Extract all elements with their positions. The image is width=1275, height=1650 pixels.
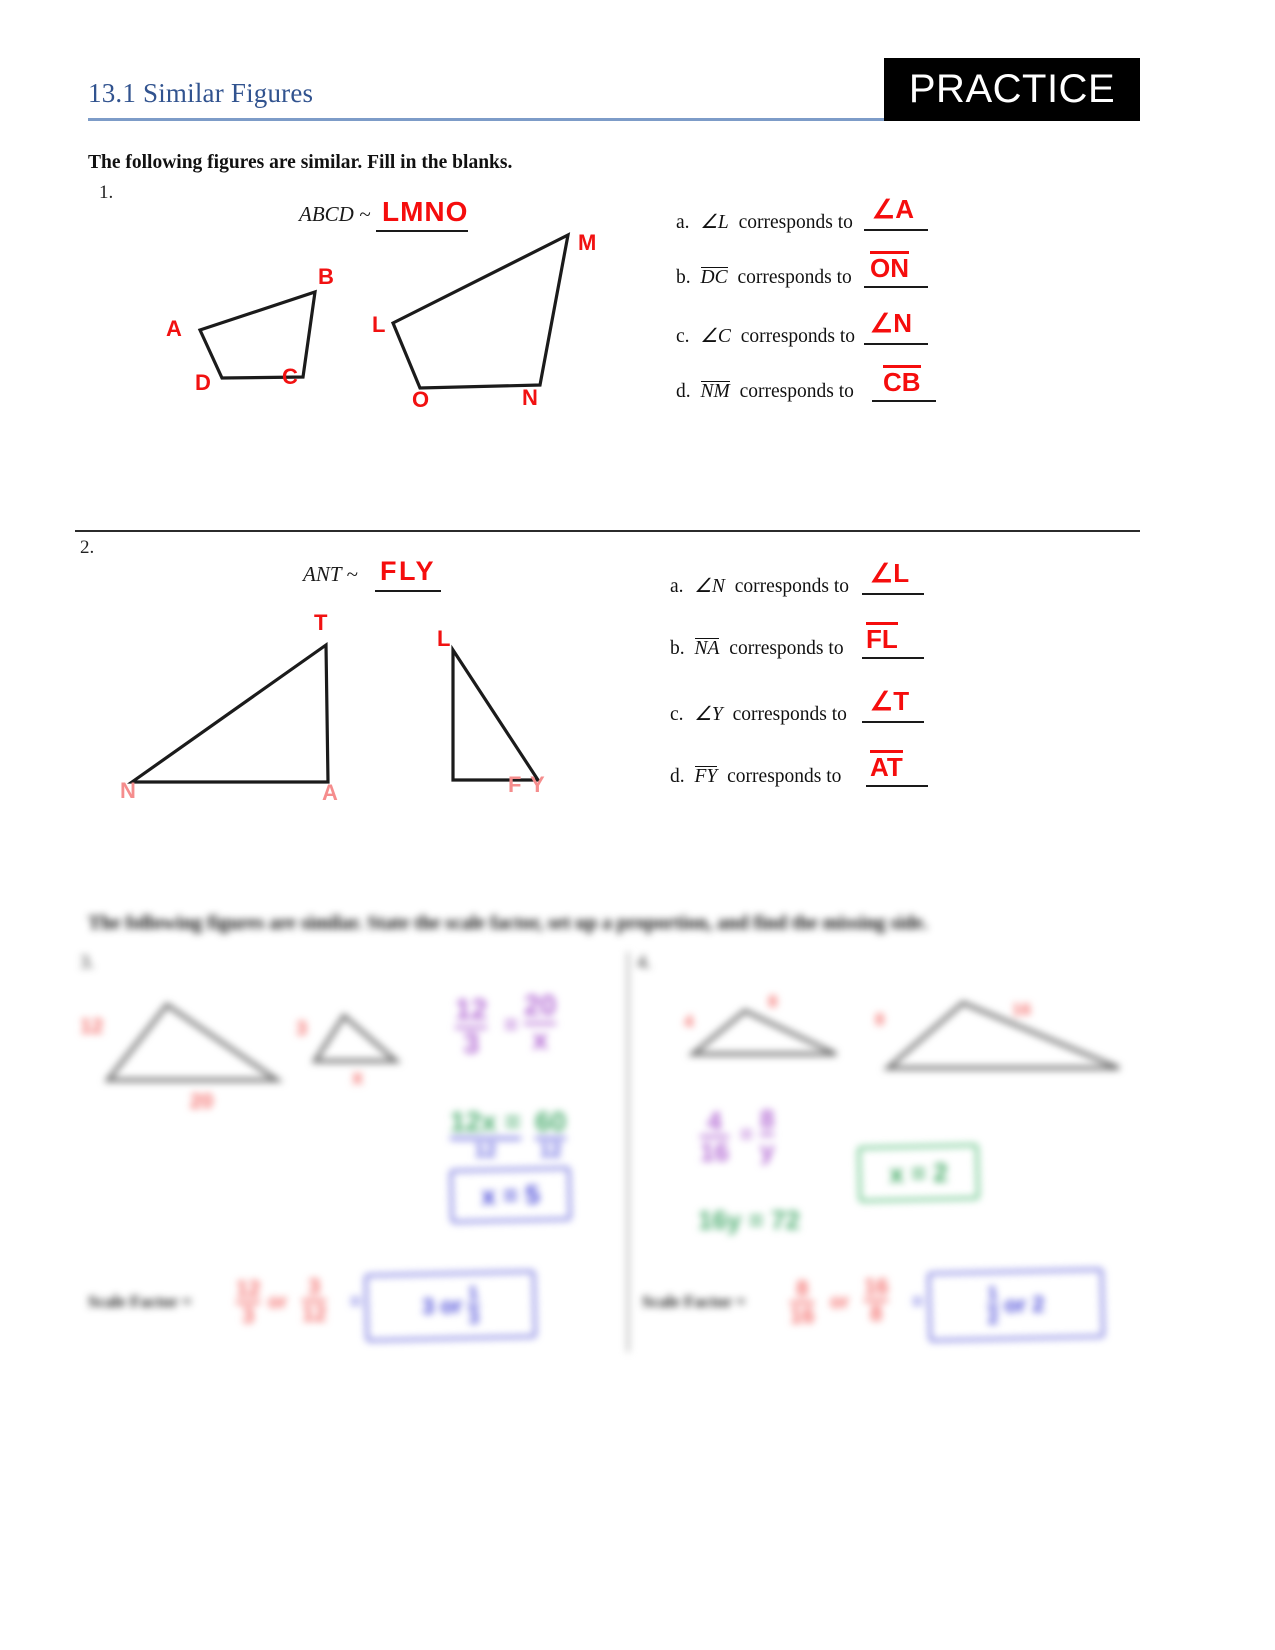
figure-label-l: L (372, 312, 386, 337)
problem-4-small-triangle (690, 1008, 840, 1060)
item-c-tail: corresponds to (740, 326, 856, 347)
p2-item-letter-a: a. (670, 576, 684, 597)
problem-3-scale-factor-or-1: or (268, 1292, 287, 1313)
sf-boxed-fraction: $\frac{1}{3}$ (467, 1282, 480, 1329)
problem-1-item-c-answer: ∠N (870, 308, 913, 338)
problem-2-figure-ant (130, 640, 340, 790)
problem-2-statement-answer: FLY (380, 556, 437, 586)
problem-3-large-base-label: 20 (190, 1090, 214, 1113)
problem-1-item-a-blank[interactable] (864, 229, 928, 231)
p2-item-c-tail: corresponds to (732, 704, 847, 725)
problem-4-proportion-right-fraction: $\frac{8}{y}$ (760, 1104, 775, 1165)
problem-1-2-divider (75, 530, 1140, 532)
problem-4-proportion-equals: = (740, 1122, 753, 1147)
problem-1-item-b-answer: ON (870, 253, 909, 283)
problem-2-item-a-answer: ∠L (870, 558, 910, 588)
problem-2-item-d-blank[interactable] (866, 785, 928, 787)
problem-4-large-top-label: 16 (1012, 1000, 1031, 1019)
problem-4-scale-factor-boxed-answer (927, 1268, 1105, 1342)
item-d-prompt: NM (700, 381, 730, 402)
problem-3-scale-factor-fraction-1: $\frac{12}{3}$ (236, 1276, 261, 1328)
problem-4-scale-factor-fraction-2: $\frac{16}{8}$ (864, 1274, 889, 1326)
problem-2-statement-blank[interactable] (375, 590, 441, 592)
problem-3-proportion-left-fraction: $\frac{12}{3}$ (455, 994, 488, 1060)
problem-1-statement-answer: LMNO (382, 196, 469, 227)
figure-label-a: A (166, 316, 182, 341)
problem-3-scale-factor-boxed-answer (364, 1270, 537, 1342)
item-letter-c: c. (676, 326, 690, 347)
problem-3-number: 3. (80, 952, 95, 973)
problem-2-item-c-answer: ∠T (870, 686, 910, 716)
figure-label-l2: L (437, 626, 451, 651)
problem-2-item-a-text (670, 574, 849, 598)
section-1-instruction: The following figures are similar. Fill in the blanks. (88, 152, 513, 173)
problem-2-similarity-statement: ANT ~ (303, 562, 358, 586)
figure-label-d: D (195, 370, 211, 395)
problem-4-small-top-label: 8 (768, 992, 778, 1011)
problem-3-scale-factor-label: Scale Factor = (88, 1292, 192, 1311)
problem-4-scale-factor-or-1: or (830, 1292, 849, 1313)
p2-item-a-tail: corresponds to (734, 576, 850, 597)
page-title: 13.1 Similar Figures (88, 78, 314, 108)
problem-3-cross-multiply-left: 12x = 12 (450, 1106, 521, 1162)
blurred-lower-section (0, 900, 1275, 1380)
figure-label-a: A (322, 780, 338, 805)
figure-label-f: F (508, 772, 522, 797)
problem-4-large-triangle (885, 1000, 1125, 1075)
figure-label-b: B (318, 264, 334, 289)
problem-3-scale-factor-fraction-2: $\frac{3}{12}$ (302, 1274, 327, 1326)
problem-1-item-c-text (676, 324, 855, 348)
p2-item-b-prompt: NA (694, 638, 720, 659)
problem-1-item-c-blank[interactable] (864, 343, 928, 345)
problem-1-figure-lmno (385, 230, 585, 400)
problem-2-item-d-text (670, 766, 841, 788)
problem-4-boxed-answer: x = 2 (857, 1144, 979, 1203)
p2-item-a-prompt: ∠N (694, 576, 725, 597)
problem-4-proportion-left-fraction: $\frac{4}{16}$ (700, 1106, 729, 1167)
figure-label-y: Y (530, 772, 545, 797)
figure-label-m: M (578, 230, 597, 255)
problem-3-cross-multiply-right: 60 12 (535, 1106, 567, 1162)
item-d-tail: corresponds to (739, 381, 854, 402)
problem-1-item-a-text (676, 210, 853, 234)
problem-1-similarity-statement: ABCD ~ (299, 202, 371, 226)
problem-3-small-left-side-label: 3 (296, 1018, 308, 1040)
problem-1-item-d-blank[interactable] (872, 400, 936, 402)
problem-3-small-base-label: x (352, 1067, 364, 1089)
problem-3-proportion-equals: = (504, 1012, 519, 1039)
problem-2-item-d-answer: AT (870, 752, 903, 782)
item-a-prompt: ∠L (700, 212, 729, 233)
problem-2-number: 2. (80, 537, 95, 558)
problem-2-figure-fly (450, 648, 542, 788)
problem-3-boxed-answer: x = 5 (449, 1167, 571, 1224)
problem-1-item-b-blank[interactable] (864, 286, 928, 288)
problem-2-item-a-blank[interactable] (862, 593, 924, 595)
p2-item-letter-b: b. (670, 638, 685, 659)
p2-item-letter-d: d. (670, 766, 685, 787)
item-letter-b: b. (676, 267, 691, 288)
problem-3-small-triangle (312, 1013, 402, 1068)
figure-label-c: C (282, 364, 298, 389)
p4-sf-boxed-whole: 2 (1031, 1291, 1045, 1317)
problem-1-item-d-text (676, 381, 854, 403)
problem-3-4-vertical-divider (627, 952, 629, 1352)
p2-item-d-tail: corresponds to (727, 766, 842, 787)
item-letter-d: d. (676, 381, 691, 402)
p4-sf-boxed-or: or (1003, 1291, 1027, 1318)
problem-2-item-b-text (670, 638, 844, 660)
p2-item-letter-c: c. (670, 704, 684, 725)
problem-3-large-triangle (105, 1000, 285, 1085)
sf-boxed-or: or (440, 1292, 463, 1319)
problem-1-number: 1. (99, 182, 114, 203)
p2-item-d-prompt: FY (694, 766, 718, 787)
practice-badge: PRACTICE (884, 58, 1140, 121)
figure-label-n: N (522, 385, 538, 410)
sf-boxed-whole: 3 (421, 1293, 435, 1319)
problem-2-item-c-text (670, 702, 847, 726)
section-2-instruction: The following figures are similar. State the scale factor, set up a proportion, and find the missing side. (88, 913, 928, 934)
problem-4-scale-factor-equals: = (912, 1292, 924, 1313)
figure-label-o: O (412, 387, 430, 412)
p2-item-b-tail: corresponds to (729, 638, 844, 659)
problem-4-cross-multiply: 16y = 72 (698, 1205, 800, 1235)
problem-4-scale-factor-label: Scale Factor = (642, 1292, 746, 1311)
problem-4-scale-factor-fraction-1: $\frac{8}{16}$ (790, 1276, 815, 1328)
problem-4-large-left-label: 8 (875, 1010, 885, 1029)
problem-1-item-d-answer: CB (883, 367, 921, 397)
p2-item-c-prompt: ∠Y (694, 704, 723, 725)
problem-3-large-left-side-label: 12 (80, 1015, 104, 1038)
problem-1-item-b-text (676, 267, 852, 289)
figure-label-n: N (120, 778, 136, 803)
item-b-prompt: DC (700, 267, 728, 288)
problem-1-item-a-answer: ∠A (872, 194, 915, 224)
item-c-prompt: ∠C (700, 326, 731, 347)
item-a-tail: corresponds to (738, 212, 853, 233)
problem-2-item-b-answer: FL (866, 624, 898, 654)
p4-sf-boxed-fraction: $\frac{1}{2}$ (987, 1282, 999, 1329)
item-b-tail: corresponds to (737, 267, 852, 288)
problem-3-scale-factor-equals: = (350, 1292, 362, 1313)
problem-4-number: 4. (637, 952, 652, 973)
problem-2-item-c-blank[interactable] (862, 721, 924, 723)
figure-label-t: T (314, 610, 328, 635)
problem-3-proportion-right-fraction: $\frac{20}{x}$ (524, 990, 557, 1056)
problem-2-item-b-blank[interactable] (862, 657, 924, 659)
item-letter-a: a. (676, 212, 690, 233)
problem-4-small-left-label: 4 (684, 1012, 694, 1031)
